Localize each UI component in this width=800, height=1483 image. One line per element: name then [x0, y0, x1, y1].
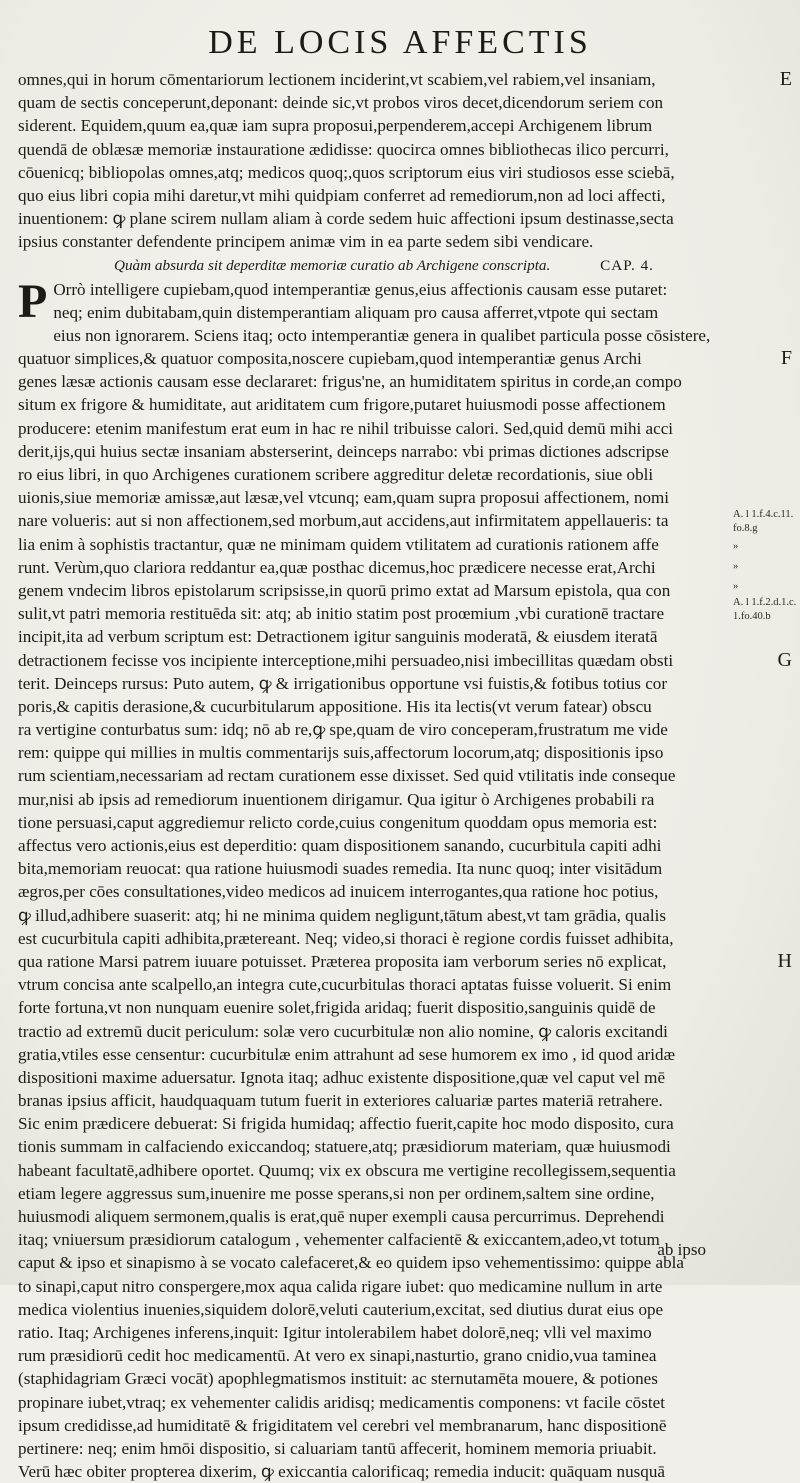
- text-line: neq; enim dubitabam,quin distemperantiam aliquam pro causa afferret,vtpote qui sectam: [18, 301, 721, 324]
- text-line: mur,nisi ab ipsis ad remediorum inuentionem dirigamur. Qua igitur ò Archigenes probabili ra: [18, 788, 721, 811]
- text-line: detractionem fecisse vos incipiente interceptione,mihi persuadeo,nisi imbecillitas quædam obsti: [18, 649, 721, 672]
- text-line: propinare iubet,vtraq; ex vehementer calidis aridisq; medicamentis componens: vt facile cōstet: [18, 1391, 721, 1414]
- marginal-note: »: [733, 560, 738, 573]
- text-line: inuentionem: ꝙ plane scirem nullam aliam à corde sedem huic affectioni ipsum destinasse,secta: [18, 207, 721, 230]
- paragraph-b: [18, 278, 721, 1483]
- text-line: habeant facultatē,adhibere oportet. Quumq; vix ex obscura me vertigine recollegissem,sequentia: [18, 1159, 721, 1182]
- text-line: pertinere: neq; enim hmōi dispositio, si caluariam tantū affecerit, hominem memoria priuabit.: [18, 1437, 721, 1460]
- text-line: ratio. Itaq; Archigenes inferens,inquit: Igitur intolerabilem habet dolorē,neq; vlli vel maximo: [18, 1321, 721, 1344]
- text-line: tractio ad extremū ducit periculum: solæ vero cucurbitulæ non alio nomine, ꝙ caloris excitandi: [18, 1020, 721, 1043]
- text-line: omnes,qui in horum cōmentariorum lectionem inciderint,vt scabiem,vel rabiem,vel insaniam,: [18, 68, 721, 91]
- text-line: Sic enim prædicere debuerat: Si frigida humidaq; affectio fuerit,capite hoc modo disposito, cura: [18, 1112, 721, 1135]
- text-line: ipsum credidisse,ad humiditatē & frigiditatem vel cerebri vel membranarum, hanc dispositionē: [18, 1414, 721, 1437]
- text-line: situm ex frigore & humiditate, aut ariditatem cum frigore,putaret huiusmodi posse affectionem: [18, 393, 721, 416]
- text-line: producere: etenim manifestum erat eum in hac re nihil tribuisse calori. Sed,quid demū mihi acci: [18, 417, 721, 440]
- text-line: tionis summam in calfaciendo exiccandoq; statuere,atq; præsidiorum materiam, quæ huiusmodi: [18, 1135, 721, 1158]
- text-line: ra vertigine conturbatus sum: idq; nō ab re,ꝙ spe,quam de viro conceperam,frustratum me vide: [18, 718, 721, 741]
- text-line: poris,& capitis derasione,& cucurbitularum appositione. His ita lectis(vt verum fatear) obscu: [18, 695, 721, 718]
- text-line: ægros,per cōes consultationes,video medicos ad inuicem interrogantes,qua ratione hoc potius,: [18, 880, 721, 903]
- chapter-title: Quàm absurda sit deperditæ memoriæ curatio ab Archigene conscripta.: [114, 257, 550, 274]
- catchword: ab ipso: [657, 1240, 706, 1260]
- marginal-note: A. l 1.f.4.c.11.: [733, 508, 793, 521]
- text-line: siderent. Equidem,quum ea,quæ iam supra proposui,perpenderem,accepi Archigenem librum: [18, 114, 721, 137]
- text-line: eius non ignorarem. Sciens itaq; octo intemperantiæ genera in qualibet particula posse cōsistere,: [18, 324, 721, 347]
- text-line: bita,memoriam reuocat: qua ratione huiusmodi suades remedia. Ita nunc quoq; inter visitādum: [18, 857, 721, 880]
- text-line: rem: quippe qui millies in multis commentarijs suis,affectorum locorum,atq; dispositionis ipso: [18, 741, 721, 764]
- text-line: itaq; vniuersum præsidiorum catalogum , vehementer calfacientē & exiccantem,adeo,vt totum: [18, 1228, 721, 1251]
- text-line: forte fortuna,vt non nunquam euenire solet,frigida aridaq; fuerit dispositio,sanguinis quidē de: [18, 996, 721, 1019]
- text-line: rum præsidiorū cedit hoc medicamentū. At vero ex sinapi,nasturtio, grano cnidio,vua taminea: [18, 1344, 721, 1367]
- text-line: etiam legere aggressus sum,inuenire me posse sperans,si non per ordinem,saltem sine ordine,: [18, 1182, 721, 1205]
- text-line: quo eius libri copia mihi daretur,vt mihi quidpiam conferret ad remediorum,non ad loci affecti,: [18, 184, 721, 207]
- text-line: gratia,vtiles esse censentur: cucurbitulæ enim attrahunt ad sese humorem ex imo , id quod aridæ: [18, 1043, 721, 1066]
- text-line: (staphidagriam Græci vocāt) apophlegmatismos instituit: ac sternutamēta mouere, & potiones: [18, 1367, 721, 1390]
- text-line: uionis,siue memoriæ amissæ,aut læsæ,vel vtcunq; eam,quam supra proposui affectionem, nomi: [18, 486, 721, 509]
- text-line: medica violentius inuenies,siquidem dolorē,veluti cauterium,excitat, sed diutius durat eius ope: [18, 1298, 721, 1321]
- text-line: runt. Verùm,quo clariora reddantur ea,quæ posthac dicemus,hoc prædicere necesse erat,Archi: [18, 556, 721, 579]
- text-line: incipit,ita ad verbum scriptum est: Detractionem igitur sanguinis moderatā, & eiusdem iteratā: [18, 625, 721, 648]
- text-line: quam de sectis conceperunt,deponant: deinde sic,vt probos viros decet,dicendorum seriem con: [18, 91, 721, 114]
- text-line: lia enim à sophistis tractantur, quæ ne minimam quidem vtilitatem ad curationis rationem affe: [18, 533, 721, 556]
- text-line: Orrò intelligere cupiebam,quod intemperantiæ genus,eius affectionis causam esse putaret:: [18, 278, 721, 301]
- marginal-note: fo.8.g: [733, 522, 758, 535]
- marginal-note: »: [733, 540, 738, 553]
- text-line: est cucurbitula capiti adhibita,prætereant. Neq; video,si thoraci è regione cordis fuisset adhibita,: [18, 927, 721, 950]
- text-line: ipsius constanter defendente principem animæ vim in ea parte sedem sibi vendicare.: [18, 230, 721, 253]
- text-line: rum scientiam,necessariam ad rectam curationem esse dixisset. Sed quid vtilitatis inde conseque: [18, 764, 721, 787]
- text-line: derit,ijs,qui huius sectæ insaniam absterserint, deinceps narrabo: vbi primas dictiones adscripse: [18, 440, 721, 463]
- text-line: to sinapi,caput nitro conspergere,mox aqua calida rigare iubet: quo medicamine nullum in arte: [18, 1275, 721, 1298]
- text-line: affectus vero actionis,eius est deperditio: quam dispositionem sanando, cucurbitula capiti adhi: [18, 834, 721, 857]
- text-line: branas ipsius afficit, haudquaquam tutum fuerit in exteriores caluariæ partes materiā retrahere.: [18, 1089, 721, 1112]
- chapter-heading: [18, 254, 721, 278]
- chapter-label: CAP. 4.: [600, 257, 654, 274]
- text-line: nare volueris: aut si non affectionem,sed morbum,aut accidens,aut infirmitatem appellaueris: ta: [18, 509, 721, 532]
- margin-section-letter: H: [778, 950, 792, 973]
- text-line: dispositioni maxime aduersatur. Ignota itaq; adhuc existente dispositione,quæ vel caput vel mē: [18, 1066, 721, 1089]
- text-line: cōuenicq; bibliopolas omnes,atq; medicos quoq;,quos scriptorum eius viri studiosos esse sciebā,: [18, 161, 721, 184]
- paragraph-a: [18, 68, 721, 254]
- text-line: genes læsæ actionis causam esse declararet: frigus'ne, an humiditatem spiritus in corde,an compo: [18, 370, 721, 393]
- text-line: Verū hæc obiter propterea dixerim, ꝙ exiccantia calorificaq; remedia inducit: quāquam nusquā: [18, 1460, 721, 1483]
- text-line: qua ratione Marsi patrem iuuare potuisset. Præterea proposita iam verborum series nō explicat,: [18, 950, 721, 973]
- text-line: genem vndecim libros epistolarum scripsisse,in quorū primo extat ad Marsum epistola, qua con: [18, 579, 721, 602]
- text-line: huiusmodi aliquem sermonem,qualis is erat,quē nuper exempli causa percurrimus. Deprehendi: [18, 1205, 721, 1228]
- margin-section-letter: E: [780, 68, 792, 91]
- margin-section-letter: G: [778, 649, 792, 672]
- marginal-note: 1.fo.40.b: [733, 610, 771, 623]
- margin-section-letter: F: [781, 347, 792, 370]
- text-line: quatuor simplices,& quatuor composita,noscere cupiebam,quod intemperantiæ genus Archi: [18, 347, 721, 370]
- text-line: tione persuasi,caput aggrediemur relicto corde,cuius congenitum quoddam opus memoria est:: [18, 811, 721, 834]
- running-head: DE LOCIS AFFECTIS: [0, 26, 800, 60]
- marginal-note: »: [733, 580, 738, 593]
- drop-capital: P: [18, 280, 47, 326]
- text-line: ro eius libri, in quo Archigenes curationem scribere aggreditur deletæ recordationis, siue obli: [18, 463, 721, 486]
- text-line: vtrum concisa ante scalpello,an integra cute,cucurbitulas thoraci aptatas fuisse voluerit. Si enim: [18, 973, 721, 996]
- main-text: [18, 68, 721, 1483]
- text-line: quendā de oblæsæ memoriæ instauratione ædidisse: quocirca omnes bibliothecas ilico percurri,: [18, 138, 721, 161]
- text-line: terit. Deinceps rursus: Puto autem, ꝙ & irrigationibus opportune vsi fuistis,& fotibus totius cor: [18, 672, 721, 695]
- text-line: sulit,vt patri memoria restituēda sit: atq; ab initio statim post proœmium ,vbi curationē tractare: [18, 602, 721, 625]
- marginal-note: A. l 1.f.2.d.1.c.: [733, 596, 796, 609]
- text-line: ꝙ illud,adhibere suaserit: atq; hi ne minima quidem negligunt,tātum abest,vt tam grādia, qualis: [18, 904, 721, 927]
- text-line: caput & ipso et sinapismo à se vocato calefaceret,& eo quidem ipso vehementissimo: quippe abla: [18, 1251, 721, 1274]
